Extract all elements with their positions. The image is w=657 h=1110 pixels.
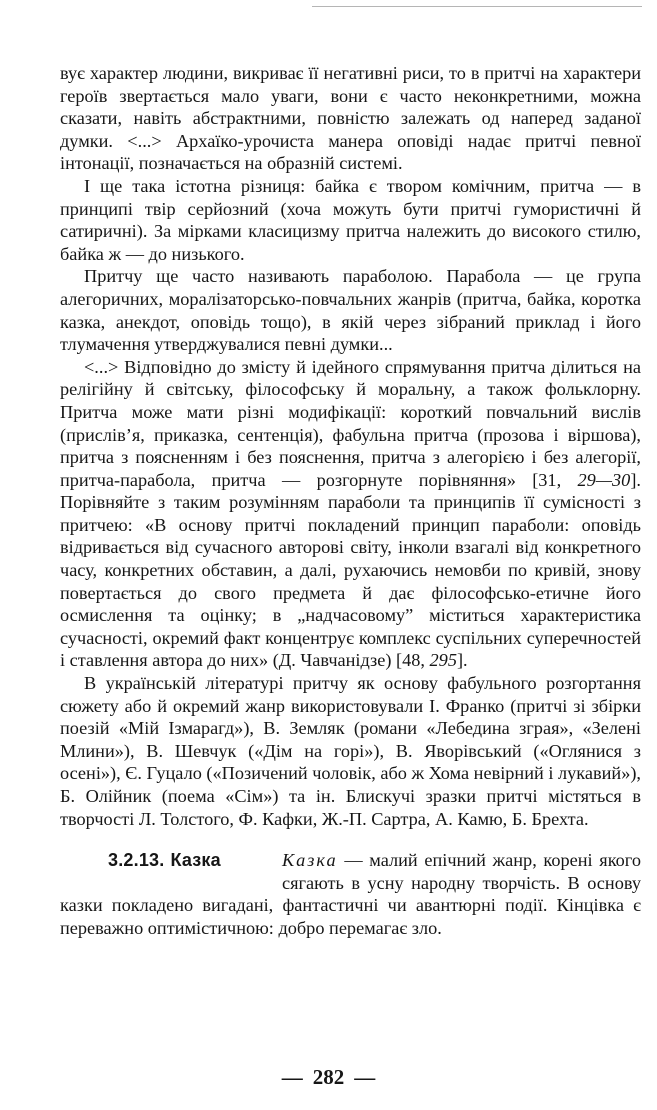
paragraph-parable-types <box>60 356 641 672</box>
section-title: Казка <box>170 850 221 871</box>
defined-term: Казка <box>282 850 338 871</box>
paragraph-text: ]. <box>456 650 468 671</box>
page-body <box>60 62 641 940</box>
header-rule <box>312 6 642 7</box>
paragraph-fable-difference: І ще така істотна різниця: байка є твором комічним, притча — в принципі твір серйозний (хоча можуть бути притчі гумористичні й сатиричні). За мірками класицизму притча належить до високого стилю, байка ж — до низького. <box>60 175 641 264</box>
citation-pages: 29—30 <box>577 469 631 490</box>
folio-number: 282 <box>312 1065 345 1089</box>
folio-dash-right: — <box>354 1065 376 1089</box>
paragraph-text: <...> Відповідно до змісту й ідейного спрямування притча ділиться на релігійну й світську, філософську й моральну, а також фольклорну. Притча може мати різні модифікації: короткий повчальний вислів (прислів’я, приказка, сентенція), фабульна притча (прозова і віршова), притча з поясненням і без пояснення, притча з алегорією і без алегорії, притча-парабола, притча — розгорнуте порівняння» [31, <box>60 356 641 490</box>
folio-dash-left: — <box>281 1065 303 1089</box>
section-heading <box>60 849 282 893</box>
paragraph-text: ]. Порівняйте з таким розумінням параболи та принципів її сумісності з притчею: «В основу притчі покладений принцип параболи: оповідь відривається від сучасного авторові світу, інколи взагалі від конкретного часу, конкретних обставин, а далі, рухаючись немовби по кривій, знову повертається до свого предмета й дає філософсько-етичне його осмислення та оцінку; в „надчасовому” міститься характеристика сучасності, окремий факт концентрує комплекс суспільних суперечностей і ставлення автора до них» (Д. Чавчанідзе) [48, <box>60 469 641 671</box>
page-number <box>0 1064 657 1090</box>
paragraph-ukrainian-literature: В українській літературі притчу як основу фабульного розгортання сюжету або й окремий жанр використовували І. Франко (притчі зі збірки поезій «Мій Ізмарагд»), В. Земляк (романи «Лебедина зграя», «Зелені Млини»), В. Шевчук («Дім на горі»), В. Яворівський («Оглянися з осені»), Є. Гуцало («Позичений чоловік, або ж Хома невірний і лукавий»), Б. Олійник (поема «Сім») та ін. Блискучі зразки притчі містяться в творчості Л. Толстого, Ф. Кафки, Ж.-П. Сартра, А. Камю, Б. Брехта. <box>60 673 641 829</box>
paragraph-continuation: вує характер людини, викриває її негативні риси, то в притчі на характери героїв звертається мало уваги, вони є часто неконкретними, можна сказати, навіть абстрактними, повністю залежать од наперед заданої думки. <...> Архаїко-урочиста манера оповіді надає притчі певної інтонації, позначається на образній системі. <box>60 63 641 174</box>
citation-pages: 295 <box>429 650 457 671</box>
section-number: 3.2.13. <box>108 850 165 871</box>
paragraph-parabola: Притчу ще часто називають параболою. Парабола — це група алегоричних, моралізаторсько-повчальних жанрів (притча, байка, коротка казка, анекдот, оповідь тощо), в якій через зібраний приклад і його тлумачення утверджувалися певні думки... <box>60 266 641 355</box>
section-fairy-tale <box>60 849 641 939</box>
definition-text: — малий епічний жанр, корені якого сягають в усну народну творчість. В основу казки покладено вигадані, фантастичні чи авантюрні події. Кінцівка є переважно оптимістичною: добро перемагає зло. <box>60 850 641 938</box>
